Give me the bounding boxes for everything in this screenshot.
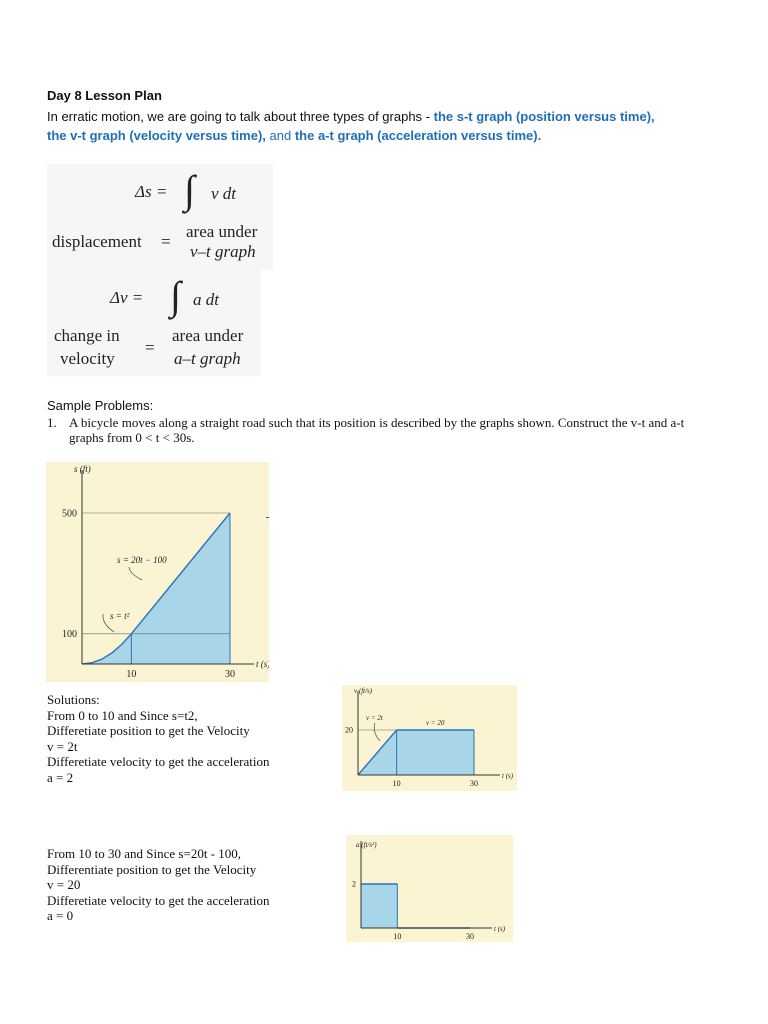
integral-a-dt: a dt [193, 290, 219, 309]
solutions-heading: Solutions: [47, 692, 100, 707]
x-axis-label: t (s) [494, 925, 506, 933]
solutions-part-2 [47, 846, 337, 924]
vt-graph-svg [342, 685, 517, 791]
intro-paragraph [47, 107, 727, 145]
solutions-part-1 [47, 692, 337, 785]
y-tick-label: 500 [62, 508, 77, 520]
problem-1 [47, 415, 707, 445]
problem-number: 1. [47, 415, 57, 430]
solution-line: Differentiate position to get the Velocity [47, 861, 257, 877]
x-tick-label: 10 [126, 669, 137, 680]
displacement-formula [47, 164, 273, 270]
velocity-label: velocity [60, 349, 115, 368]
vt-graph-chart [342, 685, 517, 791]
x-tick-label: 10 [393, 932, 402, 941]
x-tick-label: 10 [392, 779, 401, 788]
y-axis-label: s (ft) [74, 464, 91, 474]
stray-tick [266, 517, 269, 518]
st-graph-chart [46, 462, 269, 682]
displacement-label: displacement [52, 232, 142, 251]
intro-at-graph: the a-t graph (acceleration versus time). [294, 128, 542, 143]
intro-st-graph: the s-t graph (position versus time), [433, 109, 655, 124]
page-title: Day 8 Lesson Plan [47, 88, 162, 103]
integral-v-dt: v dt [211, 184, 237, 203]
at-graph-svg [346, 835, 513, 942]
solution-line: From 10 to 30 and Since s=20t - 100, [47, 846, 242, 861]
y-tick-label: 100 [62, 629, 77, 641]
area-under-label: area under [186, 222, 258, 241]
equals-sign: = [161, 232, 171, 251]
series-area-1 [397, 730, 474, 775]
x-axis-label: t (s) [256, 659, 269, 669]
st-graph-svg [46, 462, 269, 682]
sample-problems-heading: Sample Problems: [47, 398, 154, 413]
solution-line: v = 20 [47, 877, 81, 892]
solution-line: Differetiate velocity to get the acceleration [47, 892, 270, 908]
annotation-leader [129, 567, 142, 580]
solution-line: v = 2t [47, 738, 78, 754]
solution-line: a = 2 [47, 769, 74, 785]
solution-line: Differetiate velocity to get the acceleration [47, 754, 270, 769]
vt-graph-label: v–t graph [190, 242, 256, 261]
x-tick-label: 30 [470, 779, 478, 788]
intro-and: and [265, 128, 295, 143]
intro-vt-graph: the v-t graph (velocity versus time), [47, 128, 266, 143]
series-area-0 [361, 884, 397, 928]
solution-line: From 0 to 10 and Since s=t2, [47, 707, 198, 723]
solution-line: a = 0 [47, 908, 74, 923]
annotation-leader [374, 723, 380, 741]
y-tick-label: 20 [345, 725, 353, 735]
y-axis-label: a (ft/s²) [356, 841, 377, 849]
solution-line: Differetiate position to get the Velocity [47, 723, 250, 738]
y-axis-label: v (ft/s) [354, 687, 373, 695]
series-annotation: v = 2t [366, 714, 383, 722]
change-in-label: change in [54, 326, 120, 345]
problem-text: A bicycle moves along a straight road such that its position is described by the graphs shown. Construct the v-t and a-t graphs from 0 < t < 30s. [69, 415, 685, 445]
series-annotation: s = 20t − 100 [117, 555, 167, 565]
y-tick-label: 2 [352, 879, 356, 889]
integral-sign-icon: ∫ [184, 167, 195, 212]
area-under-label: area under [172, 326, 244, 345]
series-area-0 [82, 634, 131, 664]
equals-sign: = [145, 338, 155, 357]
x-axis-label: t (s) [502, 772, 514, 780]
x-tick-label: 30 [466, 932, 474, 941]
series-annotation: v = 20 [426, 719, 445, 727]
delta-v-label: Δv = [110, 288, 144, 307]
velocity-change-formula [47, 270, 261, 376]
at-graph-label: a–t graph [174, 349, 241, 368]
x-tick-label: 30 [225, 669, 235, 680]
integral-sign-icon: ∫ [170, 273, 181, 318]
intro-prefix: In erratic motion, we are going to talk about three types of graphs - [47, 109, 434, 124]
series-area-1 [131, 513, 230, 664]
series-annotation: s = t² [110, 611, 130, 621]
delta-s-label: Δs = [135, 182, 168, 201]
at-graph-chart [346, 835, 513, 942]
